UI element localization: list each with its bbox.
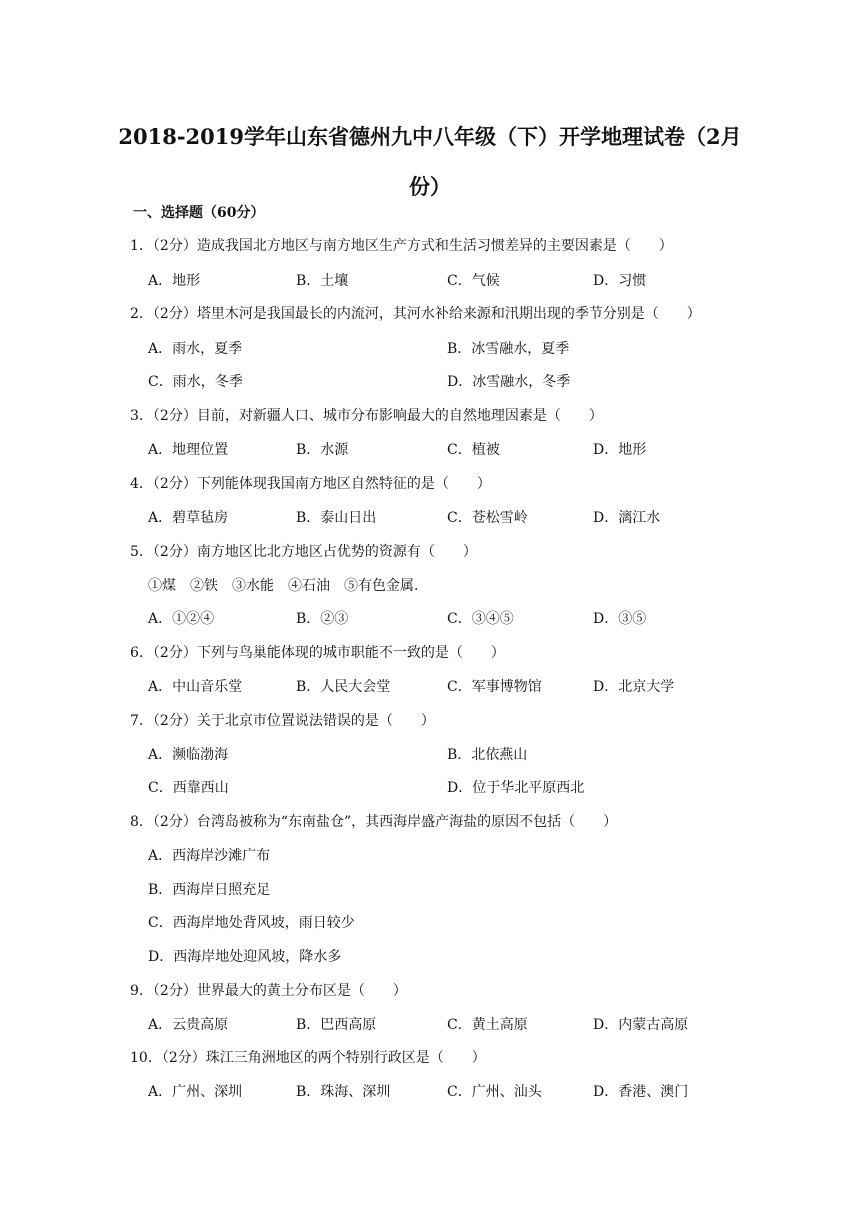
question-9-option-b: B．巴西高原 — [296, 1017, 377, 1033]
page-title: 2018-2019学年山东省德州九中八年级（下）开学地理试卷（2月份） — [118, 124, 742, 199]
question-2-option-b: B．冰雪融水，夏季 — [447, 341, 570, 357]
question-9-option-a: A．云贵高原 — [148, 1017, 229, 1033]
question-5-option-a: A．①②④ — [148, 611, 215, 627]
question-4-option-b: B．泰山日出 — [296, 510, 377, 526]
question-4-option-d: D．漓江水 — [593, 510, 661, 526]
question-3-option-b: B．水源 — [296, 442, 349, 458]
question-9-option-d: D．内蒙古高原 — [593, 1017, 689, 1033]
question-9-option-c: C．黄土高原 — [447, 1017, 528, 1033]
question-5-option-d: D．③⑤ — [593, 611, 647, 627]
question-7-option-c: C．西靠西山 — [148, 780, 229, 796]
question-4-option-a: A．碧草毡房 — [148, 510, 229, 526]
question-7-option-b: B．北依燕山 — [447, 747, 528, 763]
question-1-stem: 1．（2分）造成我国北方地区与南方地区生产方式和生活习惯差异的主要因素是（ ） — [130, 238, 673, 254]
question-9-stem: 9．（2分）世界最大的黄土分布区是（ ） — [130, 983, 407, 999]
question-8-option-c: C．西海岸地处背风坡，雨日较少 — [148, 915, 355, 931]
question-2-stem: 2．（2分）塔里木河是我国最长的内流河，其河水补给来源和汛期出现的季节分别是（ ） — [130, 306, 701, 322]
question-10-option-b: B．珠海、深圳 — [296, 1084, 391, 1100]
question-4-option-c: C．苍松雪岭 — [447, 510, 528, 526]
question-5-resource-list: ①煤 ②铁 ③水能 ④石油 ⑤有色金属． — [148, 578, 428, 594]
question-1-option-a: A．地形 — [148, 273, 201, 289]
question-5-option-b: B．②③ — [296, 611, 349, 627]
question-5-stem: 5．（2分）南方地区比北方地区占优势的资源有（ ） — [130, 544, 477, 560]
question-2-option-a: A．雨水，夏季 — [148, 341, 243, 357]
question-6-stem: 6．（2分）下列与鸟巢能体现的城市职能不一致的是（ ） — [130, 645, 505, 661]
question-3-stem: 3．（2分）目前，对新疆人口、城市分布影响最大的自然地理因素是（ ） — [130, 408, 603, 424]
question-8-stem: 8．（2分）台湾岛被称为“东南盐仓”，其西海岸盛产海盐的原因不包括（ ） — [130, 814, 618, 830]
question-10-option-c: C．广州、汕头 — [447, 1084, 542, 1100]
question-3-option-a: A．地理位置 — [148, 442, 229, 458]
question-8-option-a: A．西海岸沙滩广布 — [148, 848, 271, 864]
question-4-stem: 4．（2分）下列能体现我国南方地区自然特征的是（ ） — [130, 476, 491, 492]
question-1-option-c: C．气候 — [447, 273, 500, 289]
question-6-option-d: D．北京大学 — [593, 679, 675, 695]
question-1-option-d: D．习惯 — [593, 273, 647, 289]
section-heading: 一、选择题（60分） — [133, 205, 265, 221]
question-1-option-b: B．土壤 — [296, 273, 349, 289]
question-6-option-a: A．中山音乐堂 — [148, 679, 243, 695]
question-10-stem: 10．（2分）珠江三角洲地区的两个特别行政区是（ ） — [130, 1050, 486, 1066]
question-6-option-b: B．人民大会堂 — [296, 679, 391, 695]
question-3-option-c: C．植被 — [447, 442, 500, 458]
question-10-option-a: A．广州、深圳 — [148, 1084, 243, 1100]
question-7-option-a: A．濒临渤海 — [148, 747, 229, 763]
question-8-option-b: B．西海岸日照充足 — [148, 882, 271, 898]
question-7-stem: 7．（2分）关于北京市位置说法错误的是（ ） — [130, 713, 435, 729]
question-2-option-c: C．雨水，冬季 — [148, 374, 243, 390]
question-8-option-d: D．西海岸地处迎风坡，降水多 — [148, 949, 342, 965]
question-7-option-d: D．位于华北平原西北 — [447, 780, 585, 796]
question-2-option-d: D．冰雪融水，冬季 — [447, 374, 571, 390]
question-3-option-d: D．地形 — [593, 442, 647, 458]
question-5-option-c: C．③④⑤ — [447, 611, 514, 627]
question-6-option-c: C．军事博物馆 — [447, 679, 542, 695]
question-10-option-d: D．香港、澳门 — [593, 1084, 689, 1100]
